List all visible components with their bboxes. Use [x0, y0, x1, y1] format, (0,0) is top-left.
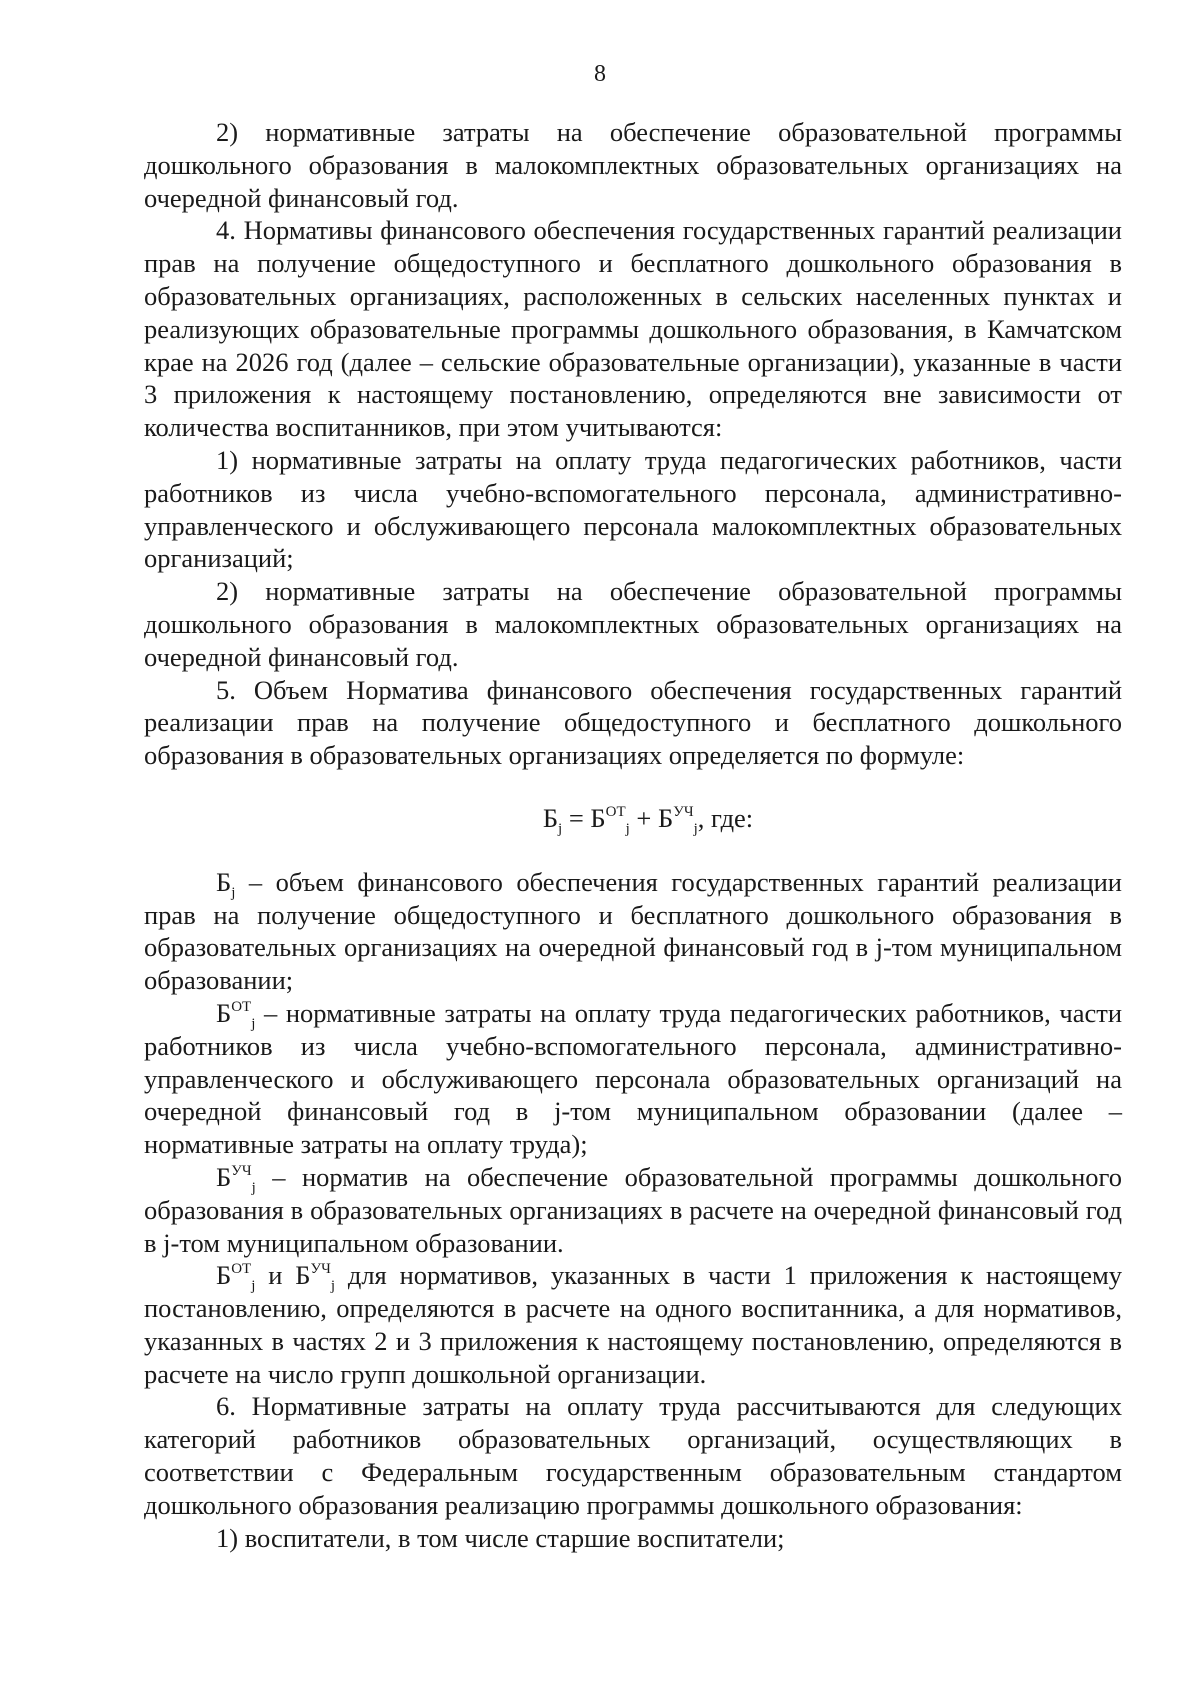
definition-buch: $Б^{УЧ}_j$ – норматив на обеспечение образовательной программы дошкольного образования в образовательных организациях в расчете на очередной финансовый год в j-том муниципальном образовании.: [144, 1161, 1122, 1258]
paragraph-item-1-labor-costs: 1) нормативные затраты на оплату труда педагогических работников, части работников из числа учебно-вспомогательного персонала, административно-управленческого и обслуживающего персонала малокомплектных образовательных организаций;: [144, 444, 1122, 574]
definition-bot: $Б^{ОТ}_j$ – нормативные затраты на оплату труда педагогических работников, части работников из числа учебно-вспомогательного персонала, административно-управленческого и обслуживающего персонала образовательных организаций на очередной финансовый год в j-том муниципальном образовании (далее – нормативные затраты на оплату труда);: [144, 997, 1122, 1160]
definition-bj: $Б_j$ – объем финансового обеспечения государственных гарантий реализации прав на получение общедоступного и бесплатного дошкольного образования в образовательных организациях на очередной финансовый год в j-том муниципальном образовании;: [144, 866, 1122, 996]
document-body: [144, 116, 1122, 1554]
paragraph-6-labor-categories: 6. Нормативные затраты на оплату труда рассчитываются для следующих категорий работников образовательных организаций, осуществляющих в соответствии с Федеральным государственным образовательным стандартом дошкольного образования реализацию программы дошкольного образования:: [144, 1391, 1122, 1520]
paragraph-item-1-educators: 1) воспитатели, в том числе старшие воспитатели;: [216, 1522, 785, 1553]
paragraph-5-formula-intro: 5. Объем Норматива финансового обеспечения государственных гарантий реализации прав на получение общедоступного и бесплатного дошкольного образования в образовательных организациях определяется по формуле:: [144, 674, 1122, 771]
paragraph-item-2-program-costs: 2) нормативные затраты на обеспечение образовательной программы дошкольного образования в малокомплектных образовательных организациях на очередной финансовый год.: [144, 117, 1122, 213]
page-number: 8: [594, 61, 606, 87]
paragraph-item-2-program-costs-small: 2) нормативные затраты на обеспечение образовательной программы дошкольного образования в малокомплектных образовательных организациях на очередной финансовый год.: [144, 576, 1122, 672]
paragraph-4-rural-organizations: 4. Нормативы финансового обеспечения государственных гарантий реализации прав на получение общедоступного и бесплатного дошкольного образования в образовательных организациях, расположенных в сельских населенных пунктах и реализующих образовательные программы дошкольного образования, в Камчатском крае на 2026 год (далее – сельские образовательные организации), указанные в части 3 приложения к настоящему постановлению, определяются вне зависимости от количества воспитанников, при этом учитываются:: [144, 215, 1122, 443]
formula: $Б_j = Б^{ОТ}_j + Б^{УЧ}_j$, где:: [542, 802, 754, 837]
definition-calculation-basis: $Б^{ОТ}_j$ и $Б^{УЧ}_j$ для нормативов, указанных в части 1 приложения к настоящему постановлению, определяются в расчете на одного воспитанника, а для нормативов, указанных в частях 2 и 3 приложения к настоящему постановлению, определяются в расчете на число групп дошкольной организации.: [144, 1260, 1122, 1389]
